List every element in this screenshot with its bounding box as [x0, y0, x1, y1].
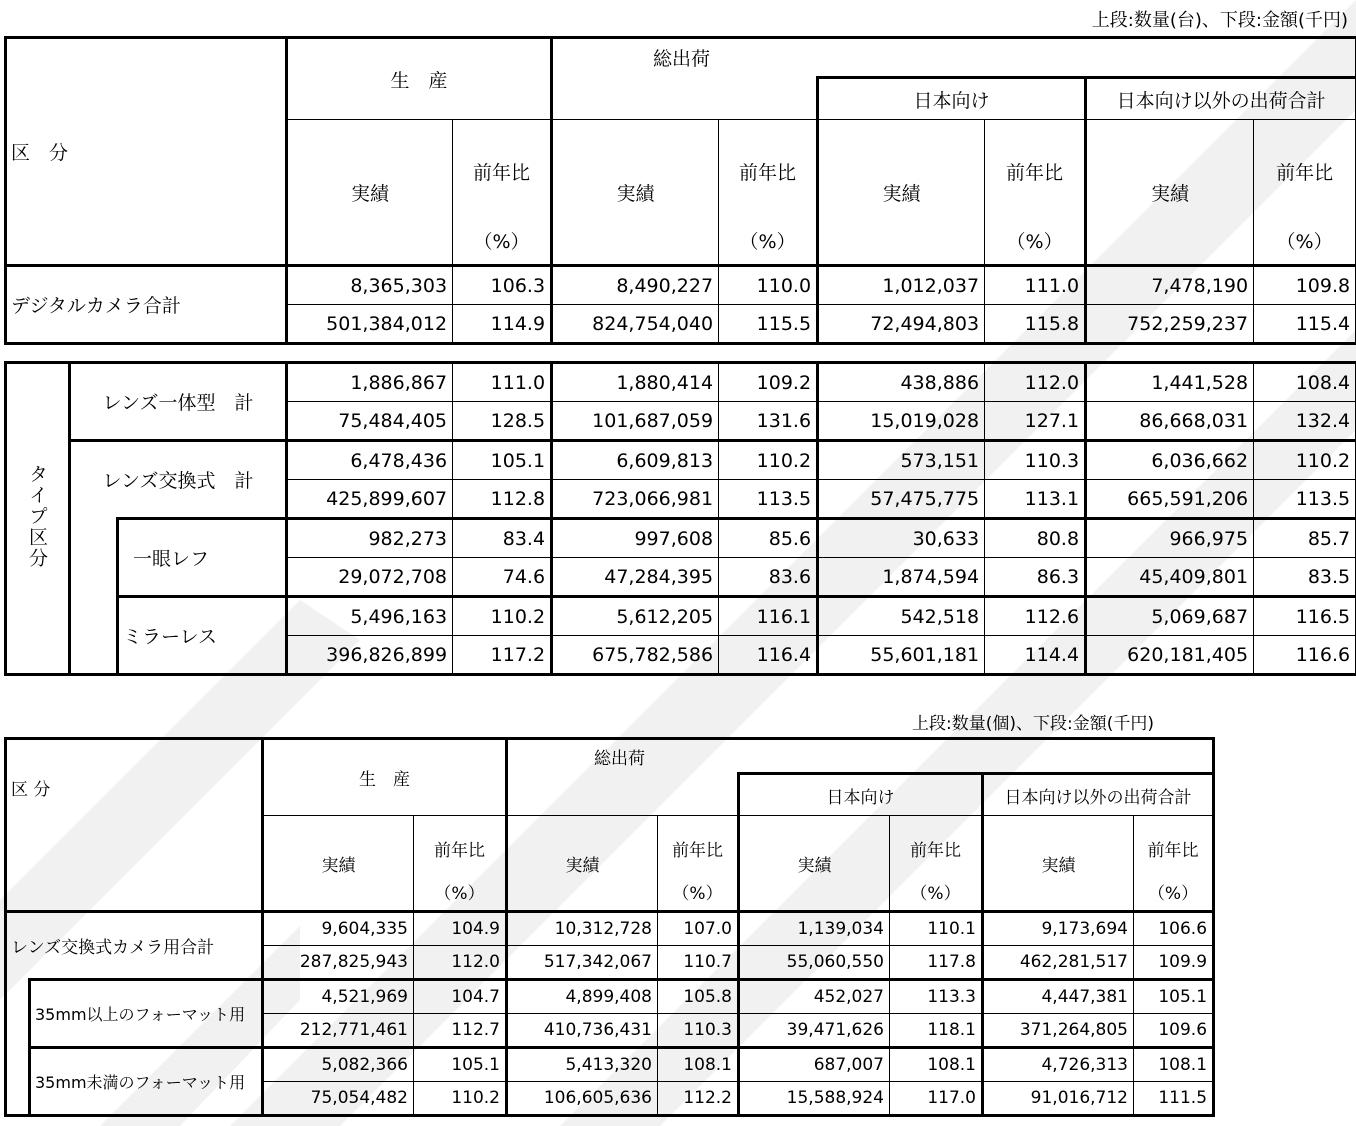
- nihon-zennenhi-header-2: 前年比 （%）: [890, 816, 983, 912]
- igai-zennenhi-header-2: 前年比 （%）: [1134, 816, 1214, 912]
- seisan-jisseki-header: 実績: [287, 120, 453, 266]
- table-row: 35mm未満のフォーマット用 5,082,366 105.1 5,413,320 108.1 687,007 108.1 4,726,313 108.1: [6, 1048, 1214, 1082]
- seisan-header-2: 生 産: [263, 739, 507, 816]
- row-label-lens-total: レンズ交換式カメラ用合計: [6, 912, 263, 980]
- table-row: 212,771,461 112.7 410,736,431 110.3 39,471,626 118.1 371,264,805 109.6: [6, 1014, 1214, 1048]
- unit-note-2: 上段:数量(個)、下段:金額(千円): [912, 714, 1154, 734]
- nihon-zennenhi-header: 前年比 （%）: [985, 120, 1086, 266]
- table-row: 396,826,899 117.2 675,782,586 116.4 55,601,181 114.4 620,181,405 116.6: [6, 636, 1356, 675]
- table-row: 29,072,708 74.6 47,284,395 83.6 1,874,594 86.3 45,409,801 83.5: [6, 558, 1356, 597]
- table-row: 75,484,405 128.5 101,687,059 131.6 15,019,028 127.1 86,668,031 132.4: [6, 402, 1356, 441]
- table-row: 35mm以上のフォーマット用 4,521,969 104.7 4,899,408 105.8 452,027 113.3 4,447,381 105.1: [6, 980, 1214, 1014]
- seisan-zennenhi-header-2: 前年比 （%）: [414, 816, 507, 912]
- table-row: 501,384,012 114.9 824,754,040 115.5 72,494,803 115.8 752,259,237 115.4: [6, 305, 1356, 344]
- soushukka-header-2: 総出荷: [507, 739, 1214, 774]
- seisan-header: 生 産: [287, 38, 552, 120]
- nihon-jisseki-header: 実績: [818, 120, 985, 266]
- nihon-header-2: 日本向け: [739, 774, 983, 816]
- row-label-35mm-minus: 35mm未満のフォーマット用: [30, 1048, 263, 1116]
- igai-zennenhi-header: 前年比 （%）: [1254, 120, 1356, 266]
- table-row: 一眼レフ 982,273 83.4 997,608 85.6 30,633 80.8 966,975 85.7: [6, 519, 1356, 558]
- shukka-jisseki-header: 実績: [552, 120, 719, 266]
- unit-note-1: 上段:数量(台)、下段:金額(千円): [1091, 10, 1348, 31]
- digital-camera-table: [4, 36, 1356, 676]
- type-kubun-label: タイプ区分: [6, 363, 70, 675]
- shukka-jisseki-header-2: 実績: [507, 816, 658, 912]
- seisan-zennenhi-header: 前年比 （%）: [453, 120, 552, 266]
- soushukka-header: 総出荷: [552, 38, 1356, 78]
- nihon-igai-header: 日本向け以外の出荷合計: [1086, 78, 1356, 120]
- igai-jisseki-header: 実績: [1086, 120, 1254, 266]
- table-row: デジタルカメラ合計 8,365,303 106.3 8,490,227 110.0 1,012,037 111.0 7,478,190 109.8: [6, 266, 1356, 305]
- row-label-mirrorless: ミラーレス: [118, 597, 287, 675]
- nihon-header: 日本向け: [818, 78, 1086, 120]
- shukka-zennenhi-header-2: 前年比 （%）: [658, 816, 739, 912]
- table-row: レンズ交換式 計 6,478,436 105.1 6,609,813 110.2 573,151 110.3 6,036,662 110.2: [6, 441, 1356, 480]
- row-label-lens-interchangeable: レンズ交換式 計: [70, 441, 287, 519]
- row-label-35mm-plus: 35mm以上のフォーマット用: [30, 980, 263, 1048]
- table-row: タイプ区分 レンズ一体型 計 1,886,867 111.0 1,880,414 109.2 438,886 112.0 1,441,528 108.4: [6, 363, 1356, 402]
- igai-jisseki-header-2: 実績: [983, 816, 1134, 912]
- row-label-lens-integrated: レンズ一体型 計: [70, 363, 287, 441]
- row-label-total: デジタルカメラ合計: [6, 266, 287, 344]
- shukka-zennenhi-header: 前年比 （%）: [719, 120, 818, 266]
- table-row: 75,054,482 110.2 106,605,636 112.2 15,588,924 117.0 91,016,712 111.5: [6, 1082, 1214, 1116]
- nihon-jisseki-header-2: 実績: [739, 816, 890, 912]
- seisan-jisseki-header-2: 実績: [263, 816, 414, 912]
- lens-table: [4, 737, 1215, 1117]
- nihon-igai-header-2: 日本向け以外の出荷合計: [983, 774, 1214, 816]
- table-row: 425,899,607 112.8 723,066,981 113.5 57,475,775 113.1 665,591,206 113.5: [6, 480, 1356, 519]
- kubun-header-2: 区 分: [6, 739, 263, 912]
- table-row: ミラーレス 5,496,163 110.2 5,612,205 116.1 542,518 112.6 5,069,687 116.5: [6, 597, 1356, 636]
- row-label-slr: 一眼レフ: [118, 519, 287, 597]
- kubun-header: 区 分: [6, 38, 287, 266]
- table-row: レンズ交換式カメラ用合計 9,604,335 104.9 10,312,728 107.0 1,139,034 110.1 9,173,694 106.6: [6, 912, 1214, 946]
- table-row: 287,825,943 112.0 517,342,067 110.7 55,060,550 117.8 462,281,517 109.9: [6, 946, 1214, 980]
